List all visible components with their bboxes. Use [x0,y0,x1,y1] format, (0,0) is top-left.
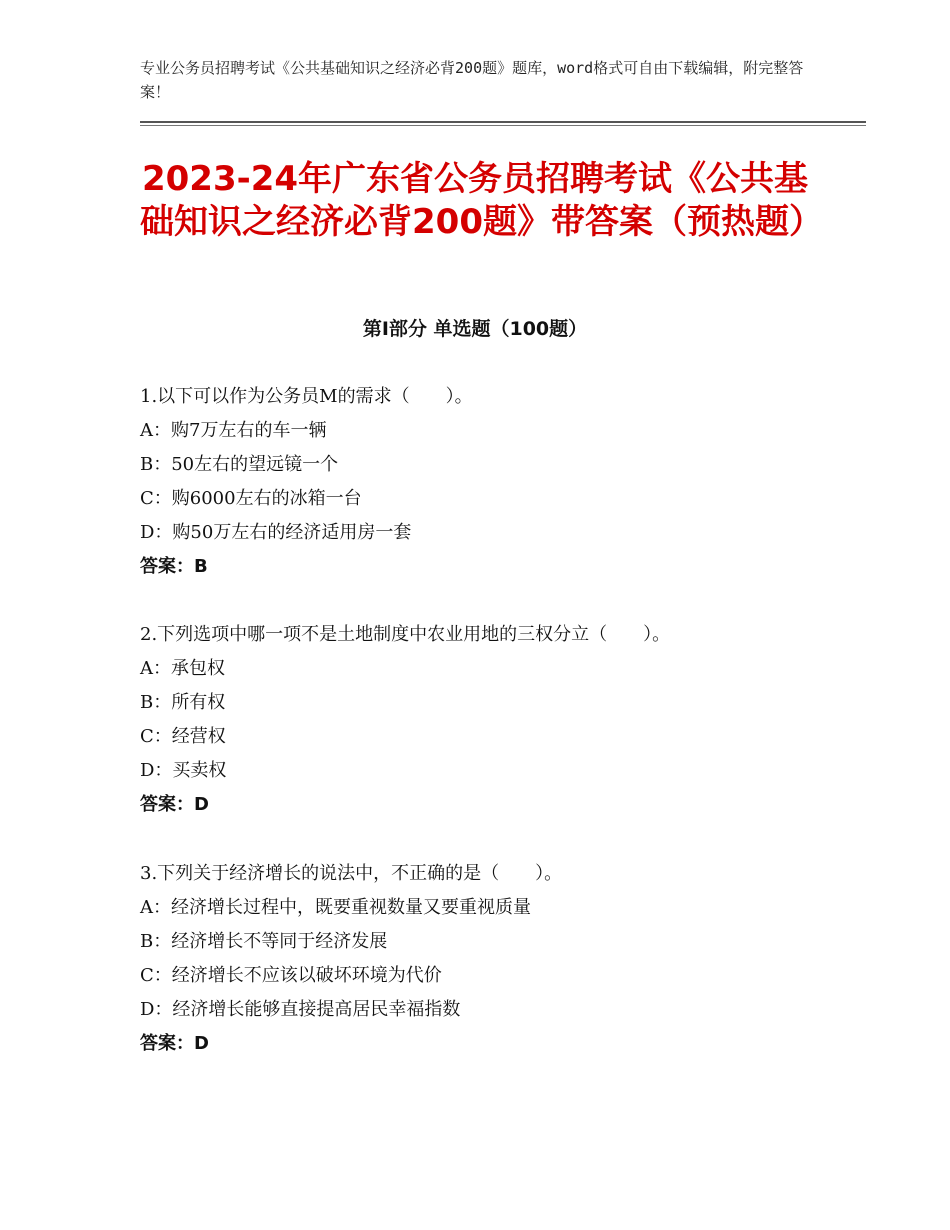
question-stem: 1.以下可以作为公务员M的需求（ ）。 [140,386,473,407]
document-title: 2023-24年广东省公务员招聘考试《公共基础知识之经济必背200题》带答案（预热题） [140,159,823,242]
answer-line [140,550,860,584]
answer-label: 答案： [140,556,194,577]
answer-line [140,788,860,822]
question-stem: 3.下列关于经济增长的说法中，不正确的是（ ）。 [140,863,563,884]
option-a: A：经济增长过程中，既要重视数量又要重视质量 [140,897,531,918]
header-divider-thick [140,121,866,123]
option-b: B：经济增长不等同于经济发展 [140,931,388,952]
option-d: D：买卖权 [140,760,227,781]
answer-label: 答案： [140,794,194,815]
answer-value: B [194,556,208,577]
question-3 [140,857,860,1061]
question-2 [140,618,860,822]
option-b: B：所有权 [140,692,226,713]
option-d: D：购50万左右的经济适用房一套 [140,522,412,543]
answer-line [140,1027,860,1061]
option-a: A：承包权 [140,658,225,679]
option-c: C：经济增长不应该以破坏环境为代价 [140,965,442,986]
header-divider-thin [140,125,866,126]
answer-value: D [194,794,209,815]
option-c: C：经营权 [140,726,226,747]
section-heading: 第Ⅰ部分 单选题（100题） [362,318,588,340]
option-a: A：购7万左右的车一辆 [140,420,327,441]
question-stem: 2.下列选项中哪一项不是土地制度中农业用地的三权分立（ ）。 [140,624,671,645]
header-note: 专业公务员招聘考试《公共基础知识之经济必背200题》题库，word格式可自由下载编辑，附完整答案！ [140,59,804,101]
option-b: B：50左右的望远镜一个 [140,454,339,475]
question-1 [140,380,860,584]
option-d: D：经济增长能够直接提高居民幸福指数 [140,999,461,1020]
answer-value: D [194,1033,209,1054]
option-c: C：购6000左右的冰箱一台 [140,488,362,509]
answer-label: 答案： [140,1033,194,1054]
